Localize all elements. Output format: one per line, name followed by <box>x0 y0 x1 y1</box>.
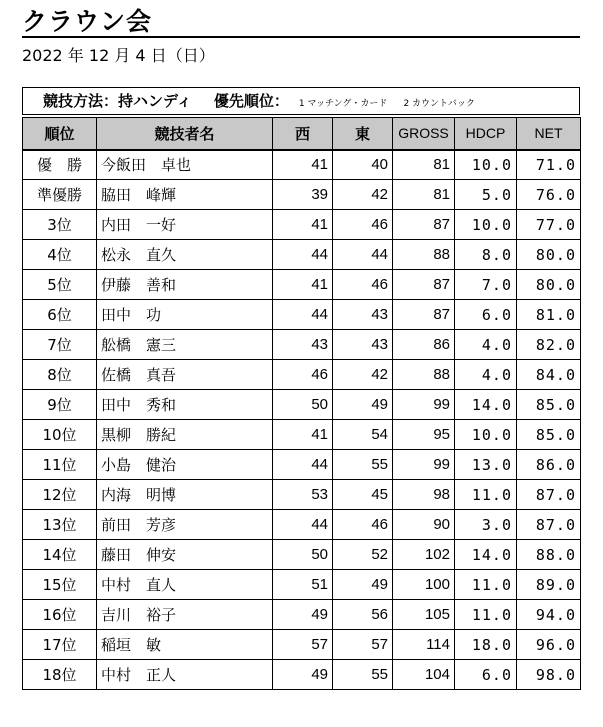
cell-hdcp: 3.0 <box>455 510 517 540</box>
cell-net: 89.0 <box>517 570 581 600</box>
cell-rank: 15位 <box>23 570 97 600</box>
cell-west: 44 <box>273 510 333 540</box>
cell-name: 田中 秀和 <box>97 390 273 420</box>
cell-name: 内田 一好 <box>97 210 273 240</box>
cell-name: 前田 芳彦 <box>97 510 273 540</box>
cell-east: 54 <box>333 420 393 450</box>
cell-gross: 86 <box>393 330 455 360</box>
cell-east: 42 <box>333 180 393 210</box>
cell-net: 88.0 <box>517 540 581 570</box>
cell-hdcp: 11.0 <box>455 480 517 510</box>
cell-hdcp: 10.0 <box>455 210 517 240</box>
table-row <box>23 600 581 630</box>
header-hdcp: HDCP <box>455 118 517 150</box>
cell-west: 50 <box>273 390 333 420</box>
cell-rank: 12位 <box>23 480 97 510</box>
cell-rank: 13位 <box>23 510 97 540</box>
cell-gross: 81 <box>393 150 455 180</box>
cell-east: 46 <box>333 510 393 540</box>
cell-net: 87.0 <box>517 510 581 540</box>
header-east: 東 <box>333 118 393 150</box>
cell-net: 87.0 <box>517 480 581 510</box>
cell-east: 55 <box>333 660 393 690</box>
cell-name: 今飯田 卓也 <box>97 150 273 180</box>
cell-east: 49 <box>333 570 393 600</box>
table-header-row <box>23 118 581 150</box>
cell-hdcp: 14.0 <box>455 390 517 420</box>
cell-hdcp: 4.0 <box>455 330 517 360</box>
cell-net: 96.0 <box>517 630 581 660</box>
cell-west: 43 <box>273 330 333 360</box>
cell-gross: 102 <box>393 540 455 570</box>
cell-east: 56 <box>333 600 393 630</box>
cell-hdcp: 11.0 <box>455 570 517 600</box>
competition-method-box <box>22 87 580 115</box>
cell-net: 82.0 <box>517 330 581 360</box>
cell-gross: 99 <box>393 450 455 480</box>
table-row <box>23 150 581 180</box>
table-row <box>23 570 581 600</box>
cell-net: 86.0 <box>517 450 581 480</box>
cell-name: 舩橋 憲三 <box>97 330 273 360</box>
cell-west: 41 <box>273 420 333 450</box>
table-row <box>23 480 581 510</box>
table-row <box>23 510 581 540</box>
cell-west: 46 <box>273 360 333 390</box>
cell-west: 53 <box>273 480 333 510</box>
cell-west: 44 <box>273 300 333 330</box>
cell-hdcp: 5.0 <box>455 180 517 210</box>
cell-gross: 87 <box>393 210 455 240</box>
cell-name: 佐橋 真吾 <box>97 360 273 390</box>
cell-net: 80.0 <box>517 270 581 300</box>
competition-method-label: 競技方法：持ハンディ <box>43 92 192 110</box>
cell-west: 49 <box>273 600 333 630</box>
cell-gross: 99 <box>393 390 455 420</box>
cell-name: 藤田 伸安 <box>97 540 273 570</box>
header-rank: 順位 <box>23 118 97 150</box>
cell-gross: 114 <box>393 630 455 660</box>
cell-east: 57 <box>333 630 393 660</box>
cell-west: 57 <box>273 630 333 660</box>
cell-east: 46 <box>333 270 393 300</box>
table-row <box>23 660 581 690</box>
priority-item-1: 1 マッチング・カード <box>298 99 388 109</box>
cell-west: 44 <box>273 240 333 270</box>
header-name: 競技者名 <box>97 118 273 150</box>
cell-west: 49 <box>273 660 333 690</box>
cell-net: 85.0 <box>517 420 581 450</box>
cell-rank: 10位 <box>23 420 97 450</box>
table-row <box>23 420 581 450</box>
cell-rank: 5位 <box>23 270 97 300</box>
cell-name: 稲垣 敏 <box>97 630 273 660</box>
cell-rank: 準優勝 <box>23 180 97 210</box>
cell-west: 41 <box>273 270 333 300</box>
cell-west: 41 <box>273 150 333 180</box>
cell-rank: 6位 <box>23 300 97 330</box>
table-row <box>23 180 581 210</box>
priority-label: 優先順位： <box>213 92 289 110</box>
cell-name: 松永 直久 <box>97 240 273 270</box>
cell-rank: 8位 <box>23 360 97 390</box>
cell-net: 98.0 <box>517 660 581 690</box>
cell-name: 吉川 裕子 <box>97 600 273 630</box>
cell-hdcp: 10.0 <box>455 420 517 450</box>
cell-net: 77.0 <box>517 210 581 240</box>
cell-west: 39 <box>273 180 333 210</box>
cell-east: 55 <box>333 450 393 480</box>
cell-gross: 87 <box>393 300 455 330</box>
cell-east: 49 <box>333 390 393 420</box>
cell-west: 50 <box>273 540 333 570</box>
cell-west: 44 <box>273 450 333 480</box>
cell-rank: 16位 <box>23 600 97 630</box>
cell-east: 44 <box>333 240 393 270</box>
table-row <box>23 330 581 360</box>
cell-gross: 87 <box>393 270 455 300</box>
table-row <box>23 210 581 240</box>
cell-hdcp: 14.0 <box>455 540 517 570</box>
cell-net: 76.0 <box>517 180 581 210</box>
cell-gross: 88 <box>393 240 455 270</box>
cell-rank: 4位 <box>23 240 97 270</box>
cell-rank: 7位 <box>23 330 97 360</box>
cell-east: 46 <box>333 210 393 240</box>
cell-gross: 88 <box>393 360 455 390</box>
cell-gross: 90 <box>393 510 455 540</box>
cell-east: 42 <box>333 360 393 390</box>
cell-name: 伊藤 善和 <box>97 270 273 300</box>
cell-gross: 100 <box>393 570 455 600</box>
cell-net: 84.0 <box>517 360 581 390</box>
cell-rank: 18位 <box>23 660 97 690</box>
cell-rank: 3位 <box>23 210 97 240</box>
cell-rank: 優 勝 <box>23 150 97 180</box>
cell-net: 80.0 <box>517 240 581 270</box>
cell-gross: 104 <box>393 660 455 690</box>
cell-rank: 17位 <box>23 630 97 660</box>
page-title: クラウン会 <box>22 6 580 38</box>
cell-hdcp: 4.0 <box>455 360 517 390</box>
table-row <box>23 540 581 570</box>
table-row <box>23 630 581 660</box>
cell-net: 85.0 <box>517 390 581 420</box>
event-date: 2022 年 12 月 4 日（日） <box>22 46 215 65</box>
table-row <box>23 270 581 300</box>
cell-hdcp: 6.0 <box>455 660 517 690</box>
cell-east: 43 <box>333 300 393 330</box>
results-table <box>22 117 581 690</box>
table-row <box>23 390 581 420</box>
cell-hdcp: 8.0 <box>455 240 517 270</box>
cell-name: 中村 直人 <box>97 570 273 600</box>
cell-rank: 9位 <box>23 390 97 420</box>
cell-gross: 98 <box>393 480 455 510</box>
cell-east: 45 <box>333 480 393 510</box>
cell-west: 51 <box>273 570 333 600</box>
cell-name: 黒柳 勝紀 <box>97 420 273 450</box>
cell-net: 81.0 <box>517 300 581 330</box>
cell-name: 田中 功 <box>97 300 273 330</box>
table-row <box>23 240 581 270</box>
priority-item-2: 2 カウントバック <box>403 99 475 109</box>
table-row <box>23 360 581 390</box>
header-net: NET <box>517 118 581 150</box>
cell-name: 小島 健治 <box>97 450 273 480</box>
table-row <box>23 300 581 330</box>
cell-east: 40 <box>333 150 393 180</box>
cell-hdcp: 11.0 <box>455 600 517 630</box>
cell-net: 94.0 <box>517 600 581 630</box>
cell-hdcp: 18.0 <box>455 630 517 660</box>
cell-rank: 11位 <box>23 450 97 480</box>
cell-name: 内海 明博 <box>97 480 273 510</box>
header-west: 西 <box>273 118 333 150</box>
cell-rank: 14位 <box>23 540 97 570</box>
cell-hdcp: 10.0 <box>455 150 517 180</box>
cell-west: 41 <box>273 210 333 240</box>
cell-name: 脇田 峰輝 <box>97 180 273 210</box>
cell-east: 52 <box>333 540 393 570</box>
cell-name: 中村 正人 <box>97 660 273 690</box>
header-gross: GROSS <box>393 118 455 150</box>
table-row <box>23 450 581 480</box>
cell-gross: 105 <box>393 600 455 630</box>
cell-gross: 81 <box>393 180 455 210</box>
cell-east: 43 <box>333 330 393 360</box>
cell-gross: 95 <box>393 420 455 450</box>
cell-hdcp: 13.0 <box>455 450 517 480</box>
cell-net: 71.0 <box>517 150 581 180</box>
cell-hdcp: 7.0 <box>455 270 517 300</box>
cell-hdcp: 6.0 <box>455 300 517 330</box>
